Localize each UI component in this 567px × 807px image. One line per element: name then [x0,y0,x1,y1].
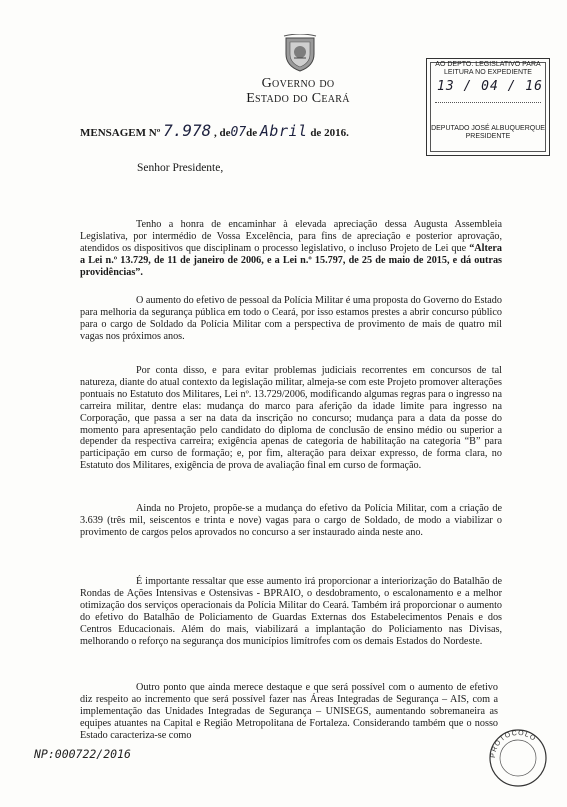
stamp-handwritten-date: 13 / 04 / 16 [437,79,543,94]
stamp-signature-line [435,102,541,103]
paragraph-6: Outro ponto que ainda merece destaque e que será possível com o aumento de efetivo diz respeito ao incremento que será possível fazer nas Áreas Integradas de Segurança – AIS, com a implementação das Unidades Integradas de Segurança – UNISEGS, aumentando sobremaneira as equipes atuantes na Capital e Região Metropolitana de Fortaleza. Considerando também que o nosso Estado caracteriza-se como [80,682,498,741]
stamp-header-text: AO DEPTO. LEGISLATIVO PARA LEITURA NO EXPEDIENTE [435,61,541,76]
message-year: de 2016. [310,127,349,139]
np-handwritten-number: NP:000722/2016 [34,747,131,761]
message-day-handwritten: 07 [230,125,247,140]
paragraph-5: É importante ressaltar que esse aumento irá proporcionar a interiorização do Batalhão de Rondas de Ações Intensivas e Ostensivas - BPRAIO, o desdobramento, o escalonamento e a melhor otimização dos serviços operacionais da Polícia Militar do Ceará. Também irá proporcionar o aumento do efetivo do Batalhão de Policiamento de Guardas Externas dos Estabelecimentos Penais e dos Centros Educacionais. Além do mais, viabilizará a implantação do Policiamento nas Divisas, melhorando o reforço na segurança dos municípios limítrofes com os demais Estados do Nordeste. [80,576,502,647]
message-month-separator: de [246,127,258,139]
government-title-line2: Estado do Ceará [246,91,350,106]
legislative-stamp [426,58,550,156]
message-number-handwritten: 7.978 [163,121,212,140]
message-number-line [80,121,420,140]
paragraph-3: Por conta disso, e para evitar problemas judiciais recorrentes em concursos de tal natureza, diante do atual contexto da legislação militar, almeja-se com este Projeto promover alterações pontuais no Estatuto dos Militares, Lei nº. 13.729/2006, modificando algumas regras para o ingresso na carreira militar, dentre elas: mudança do marco para aferição da idade limite para ingresso na Corporação, que passa a ser na data da inscrição no concurso; mudança para a data da posse do momento para apresentação pelo candidato do diploma de conclusão de ensino médio ou superior a depender da respectiva carreira; exigência apenas de categoria de habilitação na categoria “B” para participação em curso de formação; e, por fim, alteração para deixar expresso, de forma clara, no Estatuto dos Militares, exigência de prova de avaliação final em curso de formação. [80,365,502,472]
seal-text: PROTOCOLO [489,729,538,759]
paragraph-1-bill-title: “Altera a Lei n.º 13.729, de 11 de janeiro de 2006, e a Lei n.º 15.797, de 25 de maio de 2015, e dá outras providências”. [80,242,502,278]
government-title-line1: Governo do [261,76,335,91]
paragraph-1 [80,219,502,279]
salutation: Senhor Presidente, [137,162,224,174]
message-day-separator: , de [214,127,231,139]
paragraph-2: O aumento do efetivo de pessoal da Polícia Militar é uma proposta do Governo do Estado para melhoria da segurança pública em todo o Ceará, por isso estamos prestes a abrir concurso público para o cargo de Soldado da Polícia Militar com a perspectiva de provimento de mais de quatro mil vagas nos próximos anos. [80,295,502,342]
paragraph-1-text: Tenho a honra de encaminhar à elevada apreciação dessa Augusta Assembleia Legislativa, por intermédio de Vossa Excelência, para fins de apreciação e posterior aprovação, atendidos os dispositivos que disciplinam o processo legislativo, o incluso Projeto de Lei que [80,219,502,254]
message-label: MENSAGEM Nº [80,127,161,139]
message-month-handwritten: Abril [259,122,308,140]
state-crest-icon [283,34,317,72]
paragraph-4: Ainda no Projeto, propõe-se a mudança do efetivo da Polícia Militar, com a criação de 3.639 (três mil, seiscentos e trinta e nove) vagas para o cargo de Soldado, de modo a viabilizar o provimento de cargos pelos aprovados no concurso a ser instaurado ainda neste ano. [80,503,502,538]
protocol-seal-icon [487,727,549,789]
government-title [218,76,378,106]
stamp-footer-text: DEPUTADO JOSÉ ALBUQUERQUE PRESIDENTE [431,125,545,140]
svg-text:PROTOCOLO [490,730,537,759]
